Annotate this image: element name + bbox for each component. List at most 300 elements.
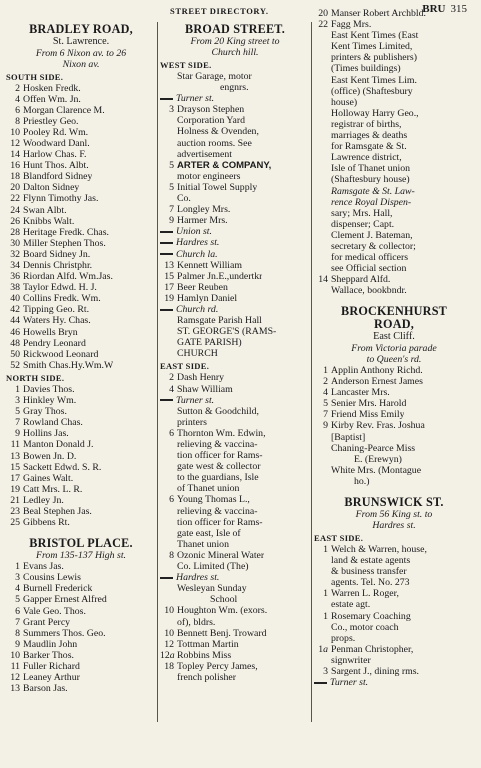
directory-entry: 1 Rosemary Coaching — [323, 610, 411, 622]
entry-line: Clement J. Bateman, — [331, 229, 413, 241]
directory-entry — [6, 561, 156, 572]
side-label: SOUTH SIDE. — [6, 71, 64, 82]
cross-street: Hardres st. — [160, 572, 310, 583]
occupant-name: Bowen Jn. D. — [23, 450, 77, 462]
house-number: 9 — [15, 638, 20, 650]
cross-street: Church rd. — [160, 304, 310, 315]
house-number: 38 — [10, 282, 20, 294]
directory-entry — [6, 417, 156, 428]
house-number: 18 — [10, 171, 20, 183]
occupant-name: Maudlin John — [23, 638, 78, 650]
entry-line: Kent Times Limited, — [331, 41, 413, 53]
street-heading: ROAD, — [374, 317, 414, 332]
street-extent: Nixon av. — [62, 58, 100, 70]
house-number: 34 — [10, 260, 20, 271]
occupant-name: Heritage Fredk. Chas. — [23, 226, 109, 238]
entry-line: School — [210, 594, 238, 606]
occupant-name: Flynn Timothy Jas. — [23, 193, 99, 205]
residents-list — [6, 561, 156, 694]
directory-entry: 15 Palmer Jn.E.,undertkr — [164, 270, 263, 282]
house-number: 4 — [15, 583, 20, 595]
house-number: 52 — [10, 359, 20, 371]
occupant-name: Burnell Frederick — [23, 583, 93, 595]
entry-line: E. (Erewyn) — [354, 453, 402, 465]
entry-line: Corporation Yard — [177, 115, 246, 127]
occupant-name: Collins Fredk. Wm. — [23, 293, 101, 305]
occupant-name: Rickwood Leonard — [23, 348, 99, 360]
column-divider — [157, 22, 158, 722]
cross-street: Church la. — [160, 249, 310, 260]
entry-line: & business transfer — [331, 566, 407, 578]
house-number: 6 — [15, 605, 20, 617]
directory-entry — [6, 138, 156, 149]
house-number: 17 — [10, 472, 20, 484]
directory-entry — [6, 127, 156, 138]
directory-entry: 20 Manser Robert Archbld. — [318, 8, 426, 19]
entry-line: for medical officers — [331, 252, 409, 264]
occupant-name: Hosken Fredk. — [23, 82, 81, 94]
entry-line: auction rooms. See — [177, 137, 252, 149]
house-number: 24 — [10, 204, 20, 216]
directory-entry — [6, 271, 156, 282]
occupant-name: Gapper Ernest Alfred — [23, 594, 107, 606]
directory-entry — [6, 360, 156, 371]
occupant-name: Applin Anthony Richd. — [331, 364, 423, 376]
occupant-name: Grant Percy — [23, 616, 71, 628]
entry-line: signwriter — [331, 654, 371, 666]
directory-entry — [6, 171, 156, 182]
street-extent: From 6 Nixon av. to 26 — [35, 47, 127, 59]
entry-line: ho.) — [354, 475, 370, 487]
entry-line: of Thanet union — [177, 483, 240, 495]
house-number: 5 — [323, 398, 328, 410]
occupant-name: Pendry Leonard — [23, 337, 86, 349]
house-number: 44 — [10, 315, 20, 327]
entry-line: props. — [331, 632, 356, 644]
street-heading: BRUNSWICK ST. — [344, 494, 444, 509]
directory-entry — [6, 473, 156, 484]
directory-entry — [6, 315, 156, 326]
directory-entry — [6, 462, 156, 473]
occupant-name: Lancaster Mrs. — [331, 387, 390, 399]
occupant-name: Harlow Chas. F. — [23, 149, 87, 161]
house-number: 9 — [323, 420, 328, 432]
directory-entry — [6, 583, 156, 594]
entry-line: (Shaftesbury house) — [331, 174, 410, 186]
house-number: 15 — [10, 461, 20, 473]
entry-line: Holloway Harry Geo., — [331, 107, 419, 119]
house-number: 50 — [10, 348, 20, 360]
house-number: 5 — [15, 406, 20, 418]
directory-entry — [6, 639, 156, 650]
house-number: 5 — [15, 594, 20, 606]
directory-entry — [6, 94, 156, 105]
street-extent: From 135-137 High st. — [36, 550, 126, 562]
directory-entry — [6, 506, 156, 517]
entry-line: [Baptist] — [331, 431, 366, 443]
house-number: 3 — [15, 395, 20, 407]
street-extent: From 56 King st. to — [355, 508, 433, 520]
cross-street: Union st. — [160, 226, 310, 237]
side-label: NORTH SIDE. — [6, 372, 65, 383]
entry-line: (office) (Shaftesbury — [331, 85, 413, 97]
entry-line: Wallace, bookbndr. — [331, 285, 407, 297]
street-locality: St. Lawrence. — [52, 36, 110, 47]
entry-line: Star Garage, motor — [177, 71, 252, 82]
house-number: 46 — [10, 326, 20, 338]
directory-entry — [6, 83, 156, 94]
entry-line: (Times buildings) — [331, 63, 401, 75]
directory-entry: 6 Thornton Wm. Edwin, — [169, 427, 266, 439]
entry-line: french polisher — [177, 671, 237, 683]
street-extent: Church hill. — [211, 47, 259, 58]
residents-list — [314, 365, 474, 432]
directory-entry: 3 Drayson Stephen — [169, 104, 245, 116]
entry-line: rence Royal Dispen- — [331, 196, 412, 208]
entry-line: house) — [331, 96, 358, 108]
entry-line: to the guardians, Isle — [177, 472, 259, 484]
entry-line: East Kent Times (East — [331, 30, 419, 42]
house-number: 3 — [15, 572, 20, 584]
directory-entry: 13 Kennett William — [164, 259, 242, 271]
column-3 — [314, 8, 474, 688]
south-side-list — [6, 83, 156, 371]
side-label: EAST SIDE. — [314, 532, 364, 543]
directory-entry: 12 Tottman Martin — [164, 638, 239, 650]
directory-entry: 4 Shaw William — [169, 383, 233, 395]
occupant-name: Swan Albt. — [23, 204, 67, 216]
directory-entry — [314, 398, 474, 409]
house-number: 2 — [323, 376, 328, 388]
entry-line: agents. Tel. No. 273 — [331, 577, 410, 589]
cross-street: Hardres st. — [160, 237, 310, 248]
running-title: STREET DIRECTORY. — [170, 6, 269, 16]
directory-entry — [6, 282, 156, 293]
entry-line: Lawrence district, — [331, 152, 402, 164]
section-code: BRU — [422, 3, 446, 15]
directory-entry — [6, 149, 156, 160]
house-number: 8 — [15, 627, 20, 639]
directory-entry — [6, 606, 156, 617]
directory-entry: 1a Penman Christopher, — [318, 643, 414, 655]
occupant-name: Hinkley Wm. — [23, 395, 77, 407]
occupant-name: Board Sidney Jn. — [23, 248, 91, 260]
entry-line: gate east, Isle of — [177, 527, 241, 539]
street-locality: East Cliff. — [373, 331, 415, 343]
house-number: 25 — [10, 517, 20, 529]
occupant-name: Priestley Geo. — [23, 115, 79, 127]
directory-entry: 18 Topley Percy James, — [164, 660, 258, 672]
entry-line: tion officer for Rams- — [177, 516, 263, 528]
house-number: 2 — [15, 82, 20, 94]
column-1 — [6, 20, 156, 694]
entry-line: Isle of Thanet union — [331, 163, 410, 175]
house-number: 6 — [15, 104, 20, 116]
entry-line: Chaning-Pearce Miss — [331, 442, 416, 454]
entry-line: Ramsgate Parish Hall — [177, 315, 262, 327]
entry-line: White Mrs. (Montague — [331, 464, 422, 476]
occupant-name: Smith Chas.Hy.Wm.W — [23, 359, 114, 371]
house-number: 9 — [15, 428, 20, 440]
house-number: 4 — [15, 93, 20, 105]
directory-entry — [314, 376, 474, 387]
occupant-name: Manton Donald J. — [23, 439, 94, 451]
house-number: 14 — [10, 149, 20, 161]
directory-entry — [6, 395, 156, 406]
directory-entry — [6, 683, 156, 694]
directory-entry — [6, 594, 156, 605]
directory-entry — [6, 216, 156, 227]
directory-entry — [6, 428, 156, 439]
entry-line: registrar of births, — [331, 118, 402, 130]
directory-entry — [6, 628, 156, 639]
directory-entry — [6, 116, 156, 127]
occupant-name: Summers Thos. Geo. — [23, 627, 106, 639]
occupant-name: Gibbens Rt. — [23, 517, 70, 529]
directory-entry — [6, 182, 156, 193]
house-number: 7 — [323, 409, 328, 421]
directory-entry: 19 Hamlyn Daniel — [164, 292, 238, 304]
occupant-name: Waters Hy. Chas. — [23, 315, 91, 327]
entry-line: Ramsgate & St. Law- — [331, 185, 415, 197]
house-number: 13 — [10, 450, 20, 462]
occupant-name: Gray Thos. — [23, 406, 67, 418]
directory-entry — [6, 495, 156, 506]
occupant-name: Senier Mrs. Harold — [331, 398, 407, 410]
house-number: 21 — [10, 494, 20, 506]
house-number: 1 — [15, 383, 20, 395]
entry-line: land & estate agents — [331, 555, 411, 567]
column-divider — [311, 22, 312, 722]
directory-entry — [6, 304, 156, 315]
street-extent: to Queen's rd. — [366, 353, 422, 365]
entry-line: secretary & collector; — [331, 240, 416, 252]
occupant-name: Cousins Lewis — [23, 572, 81, 584]
street-heading: BROAD STREET. — [185, 22, 285, 36]
house-number: 42 — [10, 304, 20, 316]
directory-entry — [6, 249, 156, 260]
entry-line: printers & publishers) — [331, 52, 417, 64]
occupant-name: Howells Bryn — [23, 326, 78, 338]
entry-line: of), bldrs. — [177, 616, 216, 628]
house-number: 22 — [10, 193, 20, 205]
entry-line: see Official section — [331, 263, 407, 275]
occupant-name: Miller Stephen Thos. — [23, 237, 106, 249]
house-number: 12 — [10, 137, 20, 149]
directory-entry — [6, 105, 156, 116]
directory-entry — [6, 572, 156, 583]
directory-entry: 1 Warren L. Roger, — [323, 588, 399, 600]
occupant-name: Dennis Christphr. — [23, 260, 93, 271]
entry-line: sary; Mrs. Hall, — [331, 207, 393, 219]
directory-entry — [6, 439, 156, 450]
house-number: 19 — [10, 483, 20, 495]
entry-line: ST. GEORGE'S (RAMS- — [177, 326, 277, 338]
house-number: 26 — [10, 215, 20, 227]
cross-street: Turner st. — [314, 677, 474, 688]
street-heading: BRISTOL PLACE. — [29, 536, 133, 551]
directory-entry: 12a Robbins Miss — [160, 649, 232, 661]
occupant-name: Taylor Edwd. H. J. — [23, 282, 97, 294]
side-label: EAST SIDE. — [160, 361, 210, 372]
occupant-name: Morgan Clarence M. — [23, 104, 105, 116]
house-number: 11 — [10, 661, 20, 672]
house-number: 12 — [10, 672, 20, 684]
occupant-name: Tipping Geo. Rt. — [23, 304, 90, 316]
occupant-name: Hollins Jas. — [23, 428, 69, 440]
directory-entry: 14 Sheppard Alfd. — [318, 274, 391, 286]
entry-line: Sutton & Goodchild, — [177, 405, 259, 417]
directory-entry — [6, 384, 156, 395]
entry-line: for Ramsgate & St. — [331, 141, 407, 153]
cross-street: Turner st. — [160, 395, 310, 406]
directory-entry — [6, 406, 156, 417]
street-extent: Hardres st. — [372, 519, 416, 531]
entry-line: Holness & Ovenden, — [177, 126, 259, 138]
occupant-name: Knibbs Walt. — [23, 215, 75, 227]
occupant-name: Pooley Rd. Wm. — [23, 126, 89, 138]
house-number: 1 — [323, 364, 328, 376]
directory-entry — [6, 338, 156, 349]
directory-entry — [6, 260, 156, 271]
directory-entry — [6, 349, 156, 360]
directory-entry — [314, 387, 474, 398]
house-number: 36 — [10, 271, 20, 283]
house-number: 32 — [10, 248, 20, 260]
directory-entry: 6 Young Thomas L., — [169, 494, 250, 506]
directory-entry — [6, 227, 156, 238]
directory-entry: 2 Dash Henry — [169, 372, 225, 384]
directory-entry — [6, 484, 156, 495]
entry-line: relieving & vaccina- — [177, 439, 258, 450]
directory-entry — [6, 327, 156, 338]
house-number: 7 — [15, 616, 20, 628]
entry-line: printers — [177, 416, 207, 428]
occupant-name: Davies Thos. — [23, 383, 75, 395]
house-number: 28 — [10, 226, 20, 238]
occupant-name: Gaines Walt. — [23, 472, 74, 484]
directory-entry — [314, 365, 474, 376]
north-side-list — [6, 384, 156, 528]
directory-entry — [6, 205, 156, 216]
occupant-name: Blandford Sidney — [23, 171, 93, 183]
occupant-name: Dalton Sidney — [23, 182, 80, 194]
directory-entry: 5 Initial Towel Supply — [169, 181, 258, 193]
directory-entry — [314, 409, 474, 420]
directory-entry — [6, 672, 156, 683]
entry-line: Co. Limited (The) — [177, 561, 249, 573]
house-number: 7 — [15, 417, 20, 429]
street-heading: BRADLEY ROAD, — [29, 22, 133, 36]
directory-entry — [6, 650, 156, 661]
entry-line: Thanet union — [177, 538, 229, 550]
directory-entry — [6, 661, 156, 672]
street-extent: From Victoria parade — [351, 342, 437, 354]
occupant-name: Woodward Danl. — [23, 137, 90, 149]
entry-line: GATE PARISH) — [177, 337, 242, 349]
entry-line: tion officer for Rams- — [177, 450, 263, 462]
house-number: 8 — [15, 115, 20, 127]
occupant-name: Offen Wm. Jn. — [23, 93, 81, 105]
house-number: 10 — [10, 649, 20, 661]
directory-entry — [6, 160, 156, 171]
directory-entry — [314, 420, 474, 431]
street-extent: From 20 King street to — [190, 36, 280, 47]
directory-entry: 10 Houghton Wm. (exors. — [164, 605, 268, 617]
house-number: 30 — [10, 237, 20, 249]
directory-entry: 10 Bennett Benj. Troward — [164, 627, 267, 639]
column-2 — [160, 20, 310, 683]
occupant-name: Evans Jas. — [23, 561, 64, 573]
occupant-name: Kirby Rev. Fras. Joshua — [331, 420, 425, 432]
occupant-name: Fuller Richard — [23, 661, 80, 672]
occupant-name: Beal Stephen Jas. — [23, 505, 92, 517]
directory-entry — [6, 517, 156, 528]
directory-entry — [6, 293, 156, 304]
entry-line: motor engineers — [177, 170, 241, 182]
side-label: WEST SIDE. — [160, 60, 212, 70]
cross-street: Turner st. — [160, 93, 310, 104]
occupant-name: Riordan Alfd. Wm.Jas. — [23, 271, 113, 283]
occupant-name: Catt Mrs. L. R. — [23, 483, 83, 495]
page-number: 315 — [450, 3, 467, 15]
entry-line: estate agt. — [331, 599, 371, 611]
entry-line: East Kent Times Lim. — [331, 74, 418, 86]
entry-line: Co., motor coach — [331, 621, 399, 633]
directory-entry — [6, 451, 156, 462]
occupant-name: Leaney Arthur — [23, 672, 80, 684]
entry-line: gate west & collector — [177, 461, 261, 473]
directory-entry — [6, 193, 156, 204]
entry-line: marriages & deaths — [331, 130, 408, 142]
entry-line: Co. — [177, 193, 191, 205]
entry-line: CHURCH — [177, 348, 218, 360]
house-number: 13 — [10, 683, 20, 695]
directory-entry — [6, 617, 156, 628]
directory-entry: 7 Longley Mrs. — [169, 204, 231, 216]
directory-entry: 1 Welch & Warren, house, — [323, 543, 427, 555]
entry-line: engnrs. — [220, 82, 249, 94]
directory-entry: 17 Beer Reuben — [164, 281, 228, 293]
house-number: 11 — [10, 439, 20, 451]
house-number: 20 — [10, 182, 20, 194]
directory-entry: 9 Harmer Mrs. — [169, 215, 228, 227]
street-heading: BROCKENHURST — [340, 304, 447, 319]
occupant-name: Sackett Edwd. S. R. — [23, 461, 102, 473]
house-number: 10 — [10, 126, 20, 138]
house-number: 16 — [10, 160, 20, 172]
house-number: 40 — [10, 293, 20, 305]
directory-entry: 3 Sargent J., dining rms. — [323, 666, 419, 677]
directory-entry: 8 Ozonic Mineral Water — [169, 549, 265, 561]
occupant-name: Barker Thos. — [23, 649, 74, 661]
house-number: 1 — [15, 561, 20, 573]
entry-line: advertisement — [177, 148, 232, 160]
entry-line: dispenser; Capt. — [331, 218, 395, 230]
occupant-name: Vale Geo. Thos. — [23, 605, 86, 617]
occupant-name: Ledley Jn. — [23, 494, 64, 506]
entry-line: Wesleyan Sunday — [177, 583, 247, 595]
occupant-name: Anderson Ernest James — [331, 376, 423, 388]
occupant-name: Friend Miss Emily — [331, 409, 405, 421]
directory-entry: 5 ARTER & COMPANY, — [169, 159, 272, 171]
occupant-name: Rowland Chas. — [23, 417, 83, 429]
directory-entry: 22 Fagg Mrs. — [318, 19, 372, 31]
directory-entry — [6, 238, 156, 249]
entry-line: relieving & vaccina- — [177, 505, 258, 517]
occupant-name: Barson Jas. — [23, 683, 68, 695]
house-number: 4 — [323, 387, 328, 399]
